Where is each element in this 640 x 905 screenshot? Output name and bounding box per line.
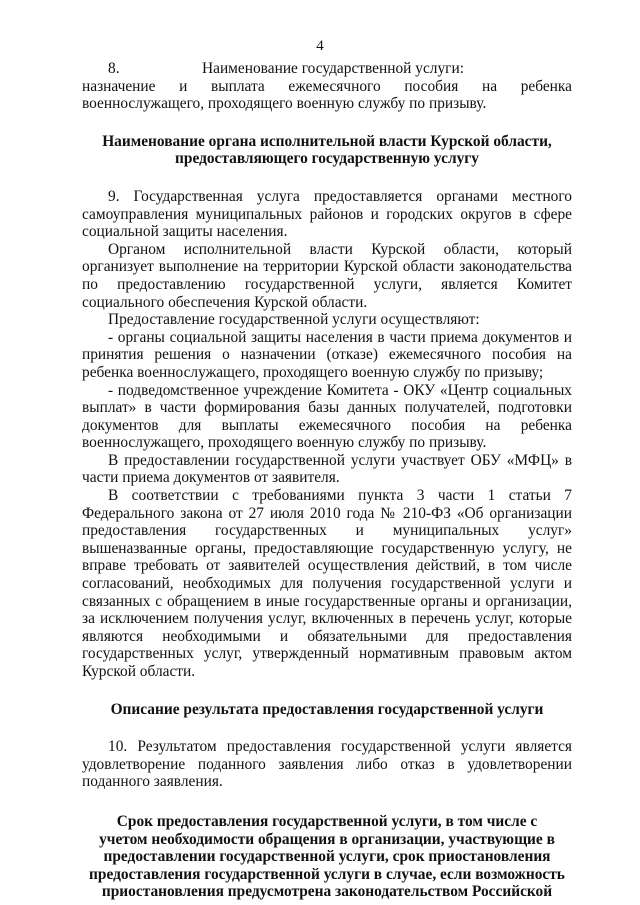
paragraph-providers-intro: Предоставление государственной услуги осуществляют:: [108, 311, 480, 329]
paragraph-9: 9. Государственная услуга предоставляется органами местного самоуправления муниципальных районов и городских округов в сфере социальной защиты населения.: [82, 187, 572, 241]
item-8-number: 8.: [108, 60, 120, 77]
paragraph-10: 10. Результатом предоставления государственной услуги является удовлетворение поданного заявления либо отказ в удовлетворении поданного заявления.: [82, 738, 572, 791]
section-title-line: предоставления государственной услуги в случае, если возможность: [89, 865, 565, 883]
section-title-line: Наименование органа исполнительной власти Курской области,: [102, 132, 552, 150]
paragraph-executive-body: Органом исполнительной власти Курской области, который организует выполнение на территории Курской области законодательства по предоставлению государственной услуги, является Комитет социального обеспечения Курской области.: [82, 240, 572, 311]
section-title-line: предоставлении государственной услуги, срок приостановления: [103, 848, 551, 866]
list-item-social-protection: - органы социальной защиты населения в части приема документов и принятия решения о назначении (отказе) ежемесячного пособия на ребенка военнослужащего, проходящего военную службу по призыву;: [82, 328, 572, 381]
page-number: 4: [316, 38, 324, 54]
section-title-result: Описание результата предоставления государственной услуги: [110, 700, 544, 718]
section-title-term: [82, 813, 572, 901]
paragraph-federal-law: В соответствии с требованиями пункта 3 части 1 статьи 7 Федерального закона от 27 июля 2010 года № 210-ФЗ «Об организации предоставления государственных и муниципальных услуг» вышеназванные органы, предоставляющие государственную услугу, не вправе требовать от заявителей осуществления действий, в том числе согласований, необходимых для получения государственной услуги и связанных с обращением в иные государственные органы и организации, за исключением получения услуг, включенных в перечень услуг, которые являются необходимыми и обязательными для предоставления государственных услуг, утвержденный нормативным правовым актом Курской области.: [82, 487, 572, 680]
section-title-line: учетом необходимости обращения в организации, участвующие в: [99, 830, 555, 848]
section-title-line: предоставляющего государственную услугу: [175, 150, 479, 168]
section-title-authority: [82, 133, 572, 168]
section-title-line: приостановления предусмотрена законодательством Российской: [101, 883, 553, 901]
document-body: [82, 60, 572, 901]
item-8-heading-row: [82, 60, 572, 78]
section-title-line: Срок предоставления государственной услуги, в том числе с: [116, 812, 538, 830]
item-8-heading: Наименование государственной услуги:: [202, 60, 464, 77]
paragraph-mfc: В предоставлении государственной услуги участвует ОБУ «МФЦ» в части приема документов от заявителя.: [82, 451, 572, 487]
list-item-oku-center: - подведомственное учреждение Комитета - ОКУ «Центр социальных выплат» в части формирования базы данных получателей, подготовки документов для выплаты ежемесячного пособия на ребенка военнослужащего, проходящего военную службу по призыву.: [82, 381, 572, 452]
item-8-text: назначение и выплата ежемесячного пособия на ребенка военнослужащего, проходящего военную службу по призыву.: [82, 77, 572, 113]
